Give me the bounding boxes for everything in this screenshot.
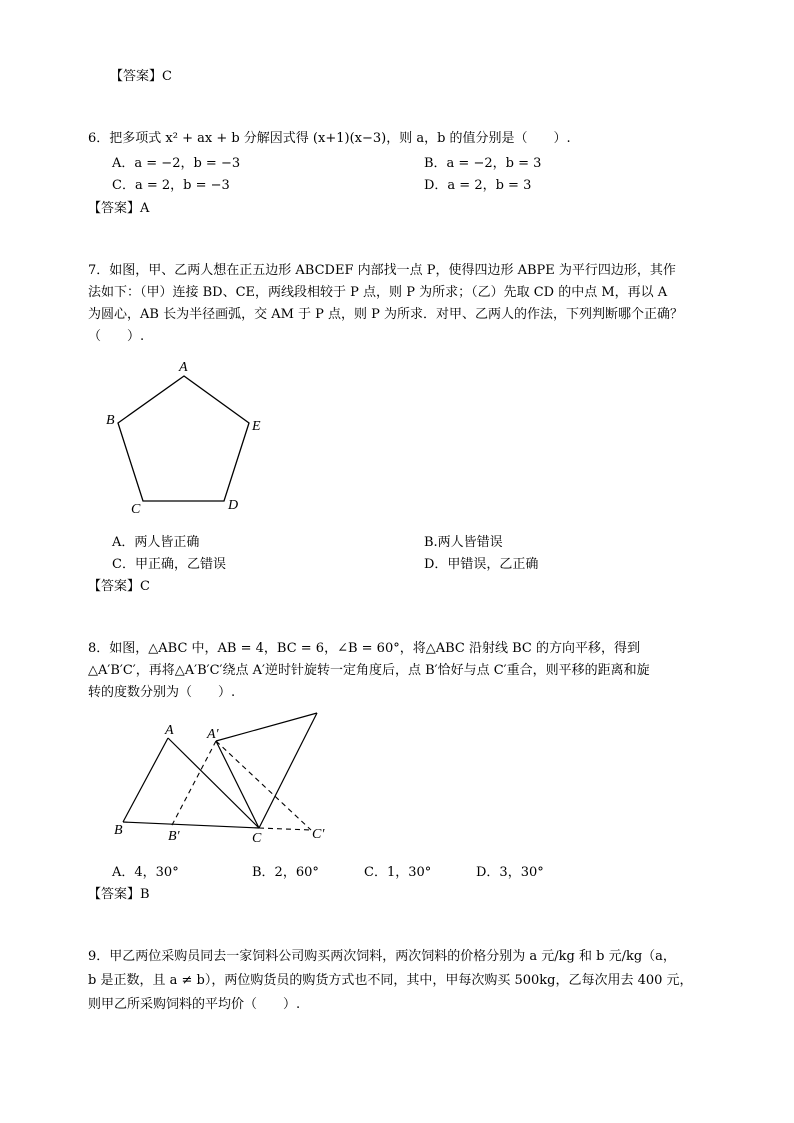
question-8-line-2: △A′B′C′，再将△A′B′C′绕点 A′逆时针旋转一定角度后，点 B′恰好与点 C′重合，则平移的距离和旋 — [88, 663, 650, 678]
segment-c-c1 — [259, 828, 311, 830]
figure-label-b-prime: B′ — [168, 829, 180, 844]
q6-option-a[interactable]: A．a = −2，b = −3 — [112, 156, 241, 171]
pentagon-label-e: E — [252, 419, 261, 434]
pentagon-label-a: A — [179, 360, 188, 375]
pentagon-label-d: D — [228, 498, 239, 513]
q8-answer: 【答案】B — [88, 887, 150, 902]
q7-option-b[interactable]: B.两人皆错误 — [424, 535, 503, 550]
q7-option-c[interactable]: C．甲正确，乙错误 — [112, 557, 226, 572]
segment-bc — [123, 822, 259, 828]
q7-option-d[interactable]: D．甲错误，乙正确 — [424, 557, 539, 572]
question-7-line-1: 7．如图，甲、乙两人想在正五边形 ABCDEF 内部找一点 P，使得四边形 ABPE 为平行四边形，其作 — [88, 263, 676, 278]
q6-option-c[interactable]: C．a = 2，b = −3 — [112, 178, 230, 193]
figure-label-c: C — [252, 831, 262, 846]
pentagon-label-c: C — [131, 502, 141, 517]
q7-option-a[interactable]: A．两人皆正确 — [112, 535, 200, 550]
q6-answer: 【答案】A — [88, 201, 150, 216]
q8-option-d[interactable]: D．3，30° — [476, 865, 544, 880]
question-9-line-1: 9．甲乙两位采购员同去一家饲料公司购买两次饲料，两次饲料的价格分别为 a 元/kg 和 b 元/kg（a， — [88, 949, 676, 964]
segment-a1-top — [216, 713, 317, 741]
question-9-line-2: b 是正数，且 a ≠ b），两位购货员的购货方式也不同，其中，甲每次购买 500kg，乙每次用去 400 元， — [88, 973, 693, 988]
question-8-line-1: 8．如图，△ABC 中，AB = 4，BC = 6，∠B = 60°，将△ABC 沿射线 BC 的方向平移，得到 — [88, 641, 640, 656]
q8-option-c[interactable]: C．1，30° — [364, 865, 432, 880]
question-9-line-3: 则甲乙所采购饲料的平均价（ ）. — [88, 997, 301, 1012]
segment-a1-b1 — [171, 741, 216, 827]
figure-label-c-prime: C′ — [312, 827, 325, 842]
figure-label-a-prime: A′ — [207, 727, 219, 742]
segment-top-c — [259, 713, 317, 828]
segment-ac — [168, 738, 259, 828]
figure-label-b: B — [114, 823, 123, 838]
segment-a1-c — [216, 741, 259, 828]
question-7-line-2: 法如下：（甲）连接 BD、CE，两线段相较于 P 点，则 P 为所求；（乙）先取 CD 的中点 M，再以 A — [88, 285, 668, 300]
q8-option-b[interactable]: B．2，60° — [252, 865, 319, 880]
question-8-line-3: 转的度数分别为（ ）. — [88, 685, 236, 700]
pentagon-label-b: B — [106, 413, 115, 428]
answer-label: 【答案】C — [110, 69, 172, 84]
segment-ab — [123, 738, 168, 822]
q6-option-b[interactable]: B．a = −2，b = 3 — [424, 156, 542, 171]
question-6-stem: 6．把多项式 x² + ax + b 分解因式得 (x+1)(x−3)，则 a，b 的值分别是（ ）. — [88, 131, 571, 146]
question-7-line-4: （ ）. — [88, 329, 145, 344]
q7-answer: 【答案】C — [88, 579, 150, 594]
q6-option-d[interactable]: D．a = 2，b = 3 — [424, 178, 532, 193]
question-7-line-3: 为圆心，AB 长为半径画弧，交 AM 于 P 点，则 P 为所求．对甲、乙两人的作法，下列判断哪个正确？ — [88, 307, 684, 322]
q8-option-a[interactable]: A．4，30° — [112, 865, 179, 880]
figure-label-a: A — [165, 723, 174, 738]
